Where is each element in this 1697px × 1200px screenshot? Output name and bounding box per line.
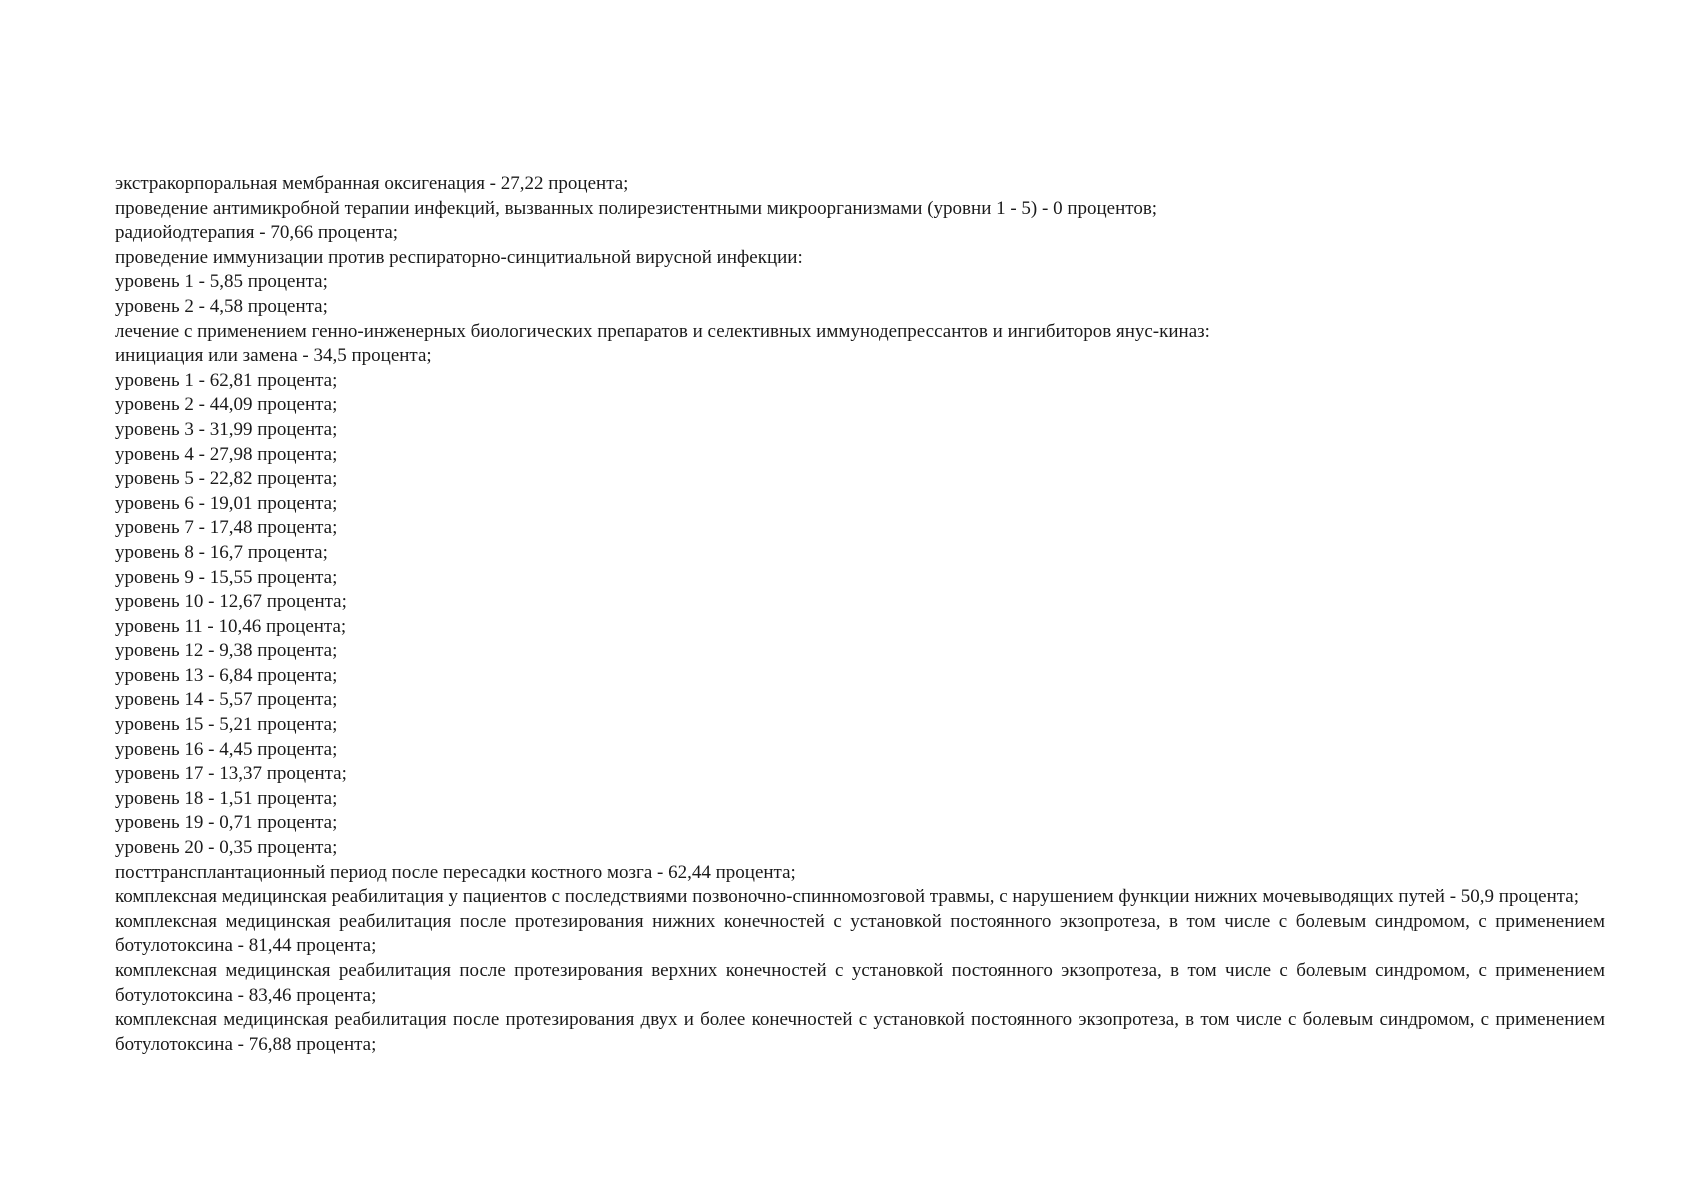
text-line-level-2: уровень 2 - 44,09 процента;	[115, 394, 338, 416]
text-line-radioiodine: радиойодтерапия - 70,66 процента;	[115, 222, 399, 244]
text-line-level-14: уровень 14 - 5,57 процента;	[115, 689, 338, 711]
text-line-level-18: уровень 18 - 1,51 процента;	[115, 787, 338, 809]
text-line-level-12: уровень 12 - 9,38 процента;	[115, 640, 338, 662]
text-line-level-8: уровень 8 - 16,7 процента;	[115, 541, 328, 563]
text-line-rsv-immunization: проведение иммунизации против респираторно-синцитиальной вирусной инфекции:	[115, 246, 803, 268]
paragraph-rehab-upper-limbs: комплексная медицинская реабилитация после протезирования верхних конечностей с установкой постоянного экзопротеза, в том числе с болевым синдромом, с применением ботулотоксина - 83,46 процента;	[115, 960, 1605, 1006]
text-line-level-5: уровень 5 - 22,82 процента;	[115, 468, 338, 490]
text-line-level-6: уровень 6 - 19,01 процента;	[115, 492, 338, 514]
text-line-level-19: уровень 19 - 0,71 процента;	[115, 812, 338, 834]
text-line-rsv-level-2: уровень 2 - 4,58 процента;	[115, 295, 328, 317]
text-line-level-17: уровень 17 - 13,37 процента;	[115, 763, 347, 785]
text-line-ecmo: экстракорпоральная мембранная оксигенация - 27,22 процента;	[115, 173, 629, 194]
text-line-post-transplant: посттрансплантационный период после пересадки костного мозга - 62,44 процента;	[115, 861, 796, 883]
text-line-level-1: уровень 1 - 62,81 процента;	[115, 369, 338, 391]
text-line-level-11: уровень 11 - 10,46 процента;	[115, 615, 347, 637]
text-line-level-20: уровень 20 - 0,35 процента;	[115, 837, 338, 859]
text-line-biologics-treatment: лечение с применением генно-инженерных биологических препаратов и селективных иммунодепрессантов и ингибиторов янус-киназ:	[115, 320, 1210, 342]
document-body	[115, 172, 1605, 1057]
text-line-antimicrobial-therapy: проведение антимикробной терапии инфекций, вызванных полирезистентными микроорганизмами (уровни 1 - 5) - 0 процентов;	[115, 197, 1158, 219]
text-line-level-16: уровень 16 - 4,45 процента;	[115, 738, 338, 760]
text-line-level-13: уровень 13 - 6,84 процента;	[115, 664, 338, 686]
text-line-level-9: уровень 9 - 15,55 процента;	[115, 566, 338, 588]
paragraph-rehab-spinal: комплексная медицинская реабилитация у пациентов с последствиями позвоночно-спинномозговой травмы, с нарушением функции нижних мочевыводящих путей - 50,9 процента;	[115, 886, 1579, 908]
text-line-level-10: уровень 10 - 12,67 процента;	[115, 591, 347, 613]
text-line-level-15: уровень 15 - 5,21 процента;	[115, 714, 338, 736]
text-line-level-7: уровень 7 - 17,48 процента;	[115, 517, 338, 539]
text-line-level-4: уровень 4 - 27,98 процента;	[115, 443, 338, 465]
text-line-rsv-level-1: уровень 1 - 5,85 процента;	[115, 271, 328, 293]
paragraph-rehab-lower-limbs: комплексная медицинская реабилитация после протезирования нижних конечностей с установкой постоянного экзопротеза, в том числе с болевым синдромом, с применением ботулотоксина - 81,44 процента;	[115, 910, 1605, 957]
text-line-level-3: уровень 3 - 31,99 процента;	[115, 418, 338, 440]
paragraph-rehab-multiple-limbs: комплексная медицинская реабилитация после протезирования двух и более конечностей с установкой постоянного экзопротеза, в том числе с болевым синдромом, с применением ботулотоксина - 76,88 процента;	[115, 1009, 1605, 1055]
text-line-initiation: инициация или замена - 34,5 процента;	[115, 345, 432, 367]
